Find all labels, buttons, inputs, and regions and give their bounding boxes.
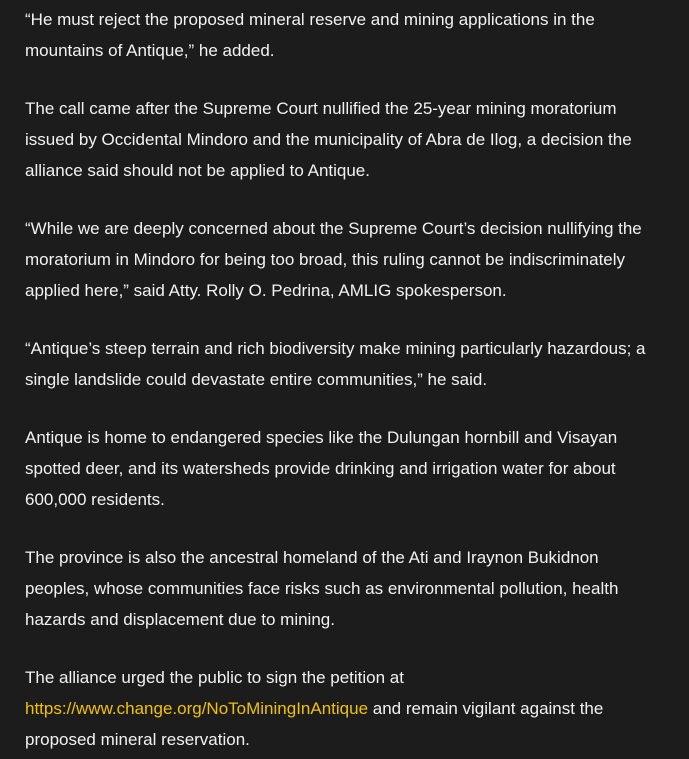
paragraph-terrain-quote: “Antique’s steep terrain and rich biodiversity make mining particularly hazardous; a single landslide could devastate entire communities,” he said. [25,339,646,389]
paragraph-pedrina-quote: “While we are deeply concerned about the Supreme Court’s decision nullifying the moratorium in Mindoro for being too broad, this ruling cannot be indiscriminately applied here,” said Atty. Rolly O. Pedrina, AMLIG spokesperson. [25,219,642,300]
paragraph-he-added: “He must reject the proposed mineral reserve and mining applications in the mountains of Antique,” he added. [25,10,595,60]
paragraph-endangered-species: Antique is home to endangered species like the Dulungan hornbill and Visayan spotted deer, and its watersheds provide drinking and irrigation water for about 600,000 residents. [25,428,618,509]
petition-text-before: The alliance urged the public to sign the petition at [25,668,404,687]
paragraph-supreme-court-call: The call came after the Supreme Court nullified the 25-year mining moratorium issued by Occidental Mindoro and the municipality of Abra de Ilog, a decision the alliance said should not be applied to Antique. [25,99,632,180]
petition-text-after: and remain vigilant against the proposed mineral reservation. [25,699,604,749]
petition-link[interactable]: https://www.change.org/NoToMiningInAntique [25,699,369,718]
paragraph-ancestral-homeland: The province is also the ancestral homeland of the Ati and Iraynon Bukidnon peoples, whose communities face risks such as environmental pollution, health hazards and displacement due to mining. [25,548,619,629]
paragraph-petition [25,662,665,755]
